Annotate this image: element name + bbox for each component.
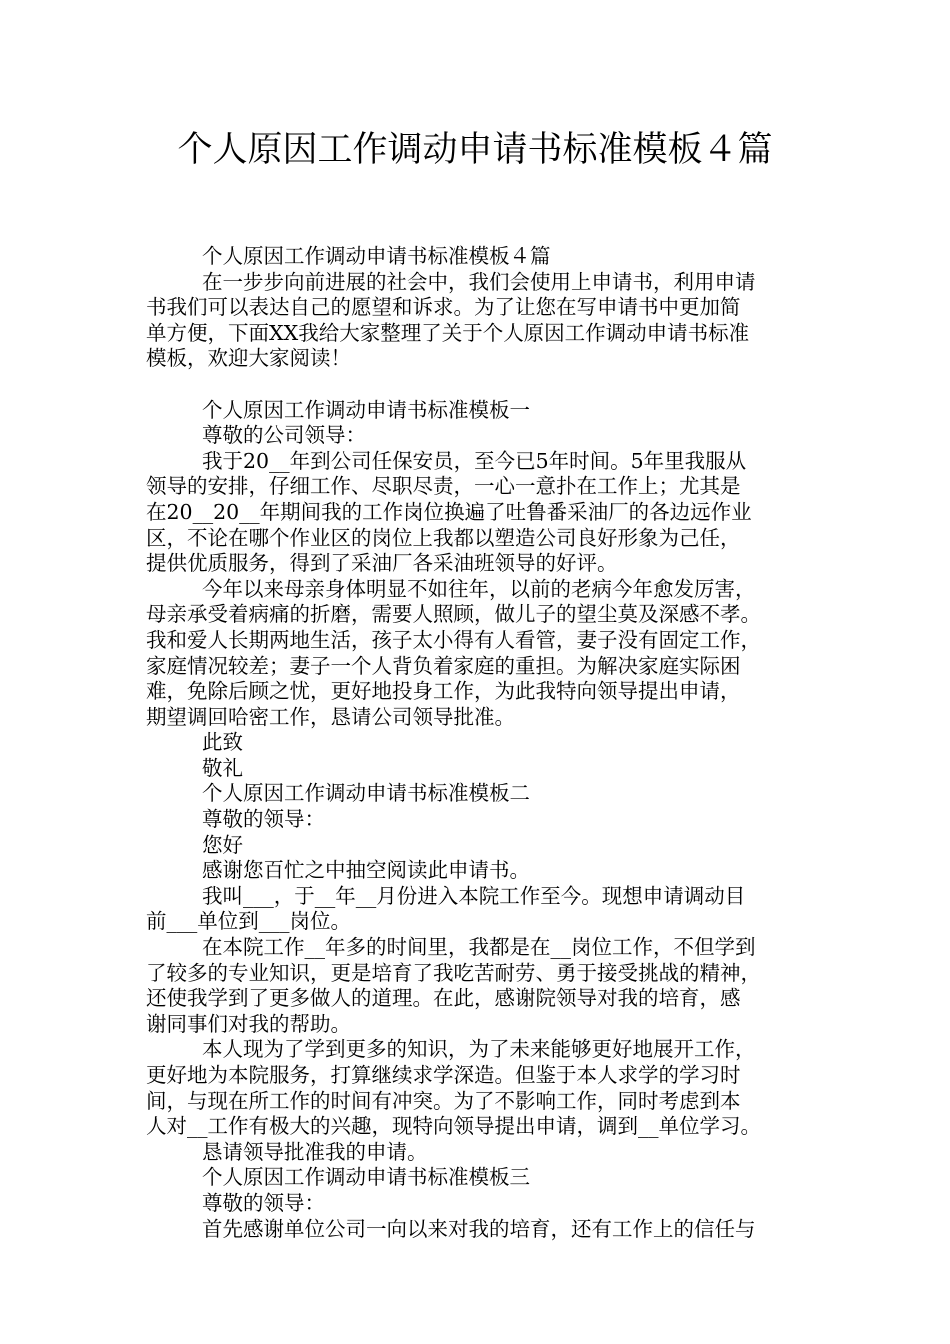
paragraph-line: 提供优质服务，得到了采油厂各采油班领导的好评。 <box>146 551 618 576</box>
paragraph-line: 前___单位到___岗位。 <box>146 909 351 934</box>
paragraph-line: 间，与现在所工作的时间有冲突。为了不影响工作，同时考虑到本 <box>146 1088 741 1113</box>
paragraph-line: 还使我学到了更多做人的道理。在此，感谢院领导对我的培育，感 <box>146 986 741 1011</box>
paragraph-line: 人对__工作有极大的兴趣，现特向领导提出申请，调到__单位学习。 <box>146 1114 761 1139</box>
document-title: 个人原因工作调动申请书标准模板４篇 <box>177 130 773 170</box>
paragraph-line: 区，不论在哪个作业区的岗位上我都以塑造公司良好形象为己任， <box>146 525 741 550</box>
paragraph-line: 敬礼 <box>202 755 243 780</box>
document-body <box>146 244 810 1242</box>
paragraph-line: 难，免除后顾之忧，更好地投身工作，为此我特向领导提出申请， <box>146 679 741 704</box>
paragraph-line: 此致 <box>202 730 243 755</box>
paragraph-line: 期望调回哈密工作，恳请公司领导批准。 <box>146 704 515 729</box>
paragraph-line: 个人原因工作调动申请书标准模板二 <box>202 781 530 806</box>
paragraph-line: 我于20__年到公司任保安员，至今已5年时间。5年里我服从 <box>202 448 747 473</box>
paragraph-line: 母亲承受着病痛的折磨，需要人照顾，做儿子的望尘莫及深感不孝。 <box>146 602 761 627</box>
paragraph-line: 您好 <box>202 832 243 857</box>
paragraph-line: 尊敬的领导： <box>202 807 325 832</box>
paragraph-line: 我叫___，于__年__月份进入本院工作至今。现想申请调动目 <box>202 883 746 908</box>
paragraph-line: 尊敬的领导： <box>202 1190 325 1215</box>
paragraph-line: 更好地为本院服务，打算继续求学深造。但鉴于本人求学的学习时 <box>146 1063 741 1087</box>
paragraph-line: 谢同事们对我的帮助。 <box>146 1011 351 1036</box>
paragraph-line: 个人原因工作调动申请书标准模板三 <box>202 1165 530 1190</box>
paragraph-line: 尊敬的公司领导： <box>202 423 366 448</box>
paragraph-line: 今年以来母亲身体明显不如往年，以前的老病今年愈发厉害， <box>202 576 756 601</box>
paragraph-line: 首先感谢单位公司一向以来对我的培育，还有工作上的信任与 <box>202 1216 756 1241</box>
paragraph-line: 模板，欢迎大家阅读！ <box>146 346 351 371</box>
paragraph-line: 在本院工作__年多的时间里，我都是在__岗位工作，不但学到 <box>202 935 756 960</box>
blank-line <box>146 372 810 398</box>
paragraph-line: 感谢您百忙之中抽空阅读此申请书。 <box>202 858 530 883</box>
paragraph-line: 在20__20__年期间我的工作岗位换遍了吐鲁番采油厂的各边远作业 <box>146 499 752 524</box>
paragraph-line: 家庭情况较差；妻子一个人背负着家庭的重担。为解决家庭实际困 <box>146 653 741 678</box>
paragraph-line: 在一步步向前进展的社会中，我们会使用上申请书，利用申请 <box>202 269 756 294</box>
paragraph-line: 我和爱人长期两地生活，孩子太小得有人看管，妻子没有固定工作， <box>146 627 761 652</box>
paragraph-line: 单方便，下面XX我给大家整理了关于个人原因工作调动申请书标准 <box>146 320 750 345</box>
paragraph-line: 个人原因工作调动申请书标准模板一 <box>202 397 530 422</box>
paragraph-line: 本人现为了学到更多的知识，为了未来能够更好地展开工作， <box>202 1037 756 1062</box>
paragraph-line: 书我们可以表达自己的愿望和诉求。为了让您在写申请书中更加简 <box>146 295 741 320</box>
paragraph-line: 了较多的专业知识，更是培育了我吃苦耐劳、勇于接受挑战的精神， <box>146 960 761 985</box>
paragraph-line: 领导的安排，仔细工作、尽职尽责，一心一意扑在工作上；尤其是 <box>146 474 741 499</box>
paragraph-line: 个人原因工作调动申请书标准模板４篇 <box>202 244 551 268</box>
paragraph-line: 恳请领导批准我的申请。 <box>202 1139 428 1164</box>
